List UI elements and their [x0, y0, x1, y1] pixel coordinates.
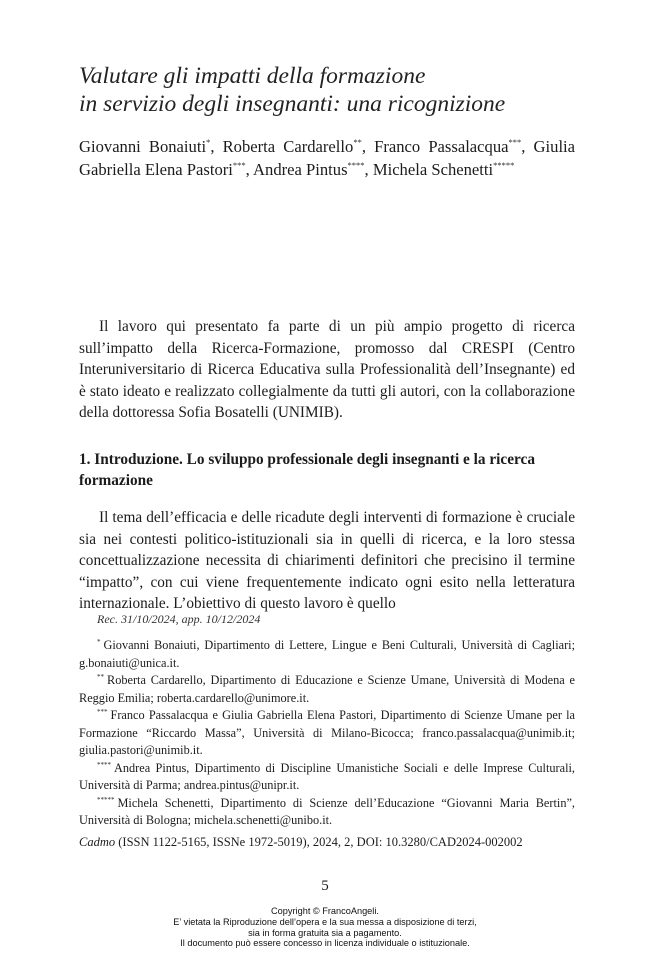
author-footnote-mark[interactable]: *** [232, 160, 246, 170]
journal-citation [79, 834, 575, 851]
footnote [79, 707, 575, 760]
received-dates: Rec. 31/10/2024, app. 10/12/2024 [97, 612, 261, 626]
footnote [79, 760, 575, 795]
author-name: Franco Passalacqua [374, 137, 509, 156]
page-number: 5 [321, 878, 329, 894]
author-footnote-mark[interactable]: *** [508, 137, 522, 147]
citation-details: (ISSN 1122-5165, ISSNe 1972-5019), 2024, 2, DOI: 10.3280/CAD2024-002002 [115, 835, 523, 849]
title-line-1: Valutare gli impatti della formazione [79, 63, 426, 89]
section-body [79, 507, 575, 615]
footnotes [79, 637, 575, 830]
author-list: Giovanni Bonaiuti*, Roberta Cardarello**, Franco Passalacqua***, Giulia Gabriella Elena Pastori***, Andrea Pintus****, Michela Schenetti***** [79, 137, 576, 179]
footnote-text: Giovanni Bonaiuti, Dipartimento di Lettere, Lingue e Beni Culturali, Università di Cagliari; g.bonaiuti@unica.it. [79, 638, 575, 670]
article-title [79, 62, 579, 118]
author-footnote-mark[interactable]: ** [353, 137, 362, 147]
footnote [79, 637, 575, 672]
abstract-paragraph: Il lavoro qui presentato fa parte di un più ampio progetto di ricerca sull’impatto della Ricerca-Formazione, promosso dal CRESPI (Centro Interuniversitario di Ricerca Educativa sulla Professionalità dell’Insegnante) ed è stato ideato e realizzato collegialmente da tutti gli autori, con la collaborazione della dottoressa Sofia Bosatelli (UNIMIB). [79, 318, 575, 421]
body-paragraph: Il tema dell’efficacia e delle ricadute degli interventi di formazione è cruciale sia nei contesti politico-istituzionali sia in quelli di ricerca, e la loro stessa concettualizzazione necessita di chiarimenti definitori che precisino il termine “impatto”, con cui viene frequentemente indicato ogni esito nella letteratura internazionale. L’obiettivo di questo lavoro è quello [79, 509, 575, 612]
footnote-mark: **** [97, 760, 111, 769]
footnote-text: Franco Passalacqua e Giulia Gabriella Elena Pastori, Dipartimento di Scienze Umane per la Formazione “Riccardo Massa”, Università di Milano-Bicocca; franco.passalacqua@unimib.it; giulia.pastori@unimib.it. [79, 708, 575, 757]
abstract [79, 316, 575, 424]
title-line-2: in servizio degli insegnanti: una ricognizione [79, 91, 506, 117]
footnote-mark: *** [97, 708, 108, 716]
footnote-mark: ** [97, 673, 104, 681]
author-name: Andrea Pintus [253, 160, 348, 179]
author-footnote-mark[interactable]: **** [347, 160, 365, 170]
author-name: Michela Schenetti [372, 160, 494, 179]
copyright-line: Il documento può essere concesso in licenza individuale o istituzionale. [180, 938, 470, 949]
author-name: Giovanni Bonaiuti [79, 137, 207, 156]
footnote-text: Andrea Pintus, Dipartimento di Discipline Umanistiche Sociali e delle Imprese Culturali, Università di Parma; andrea.pintus@unipr.it. [79, 760, 575, 792]
author-footnote-mark[interactable]: ***** [493, 160, 515, 170]
author-name: Roberta Cardarello [222, 137, 354, 156]
copyright-notice [0, 906, 650, 949]
author-name: Giulia Gabriella Elena Pastori [79, 137, 576, 179]
author-footnote-mark[interactable]: * [206, 137, 211, 147]
footnote-mark: * [97, 638, 101, 646]
copyright-line: sia in forma gratuita sia a pagamento. [248, 927, 402, 938]
footnote-text: Roberta Cardarello, Dipartimento di Educazione e Scienze Umane, Università di Modena e Reggio Emilia; roberta.cardarello@unimore.it. [79, 673, 575, 705]
footnote [79, 672, 575, 707]
journal-name: Cadmo [79, 835, 116, 849]
footnote-text: Michela Schenetti, Dipartimento di Scienze dell’Educazione “Giovanni Maria Bertin”, Università di Bologna; michela.schenetti@unibo.it. [79, 795, 575, 827]
footnote-mark: ***** [97, 795, 115, 804]
footnote [79, 795, 575, 830]
section-heading: 1. Introduzione. Lo sviluppo professionale degli insegnanti e la ricerca formazione [79, 451, 535, 489]
copyright-line: Copyright © FrancoAngeli. [271, 906, 379, 916]
copyright-line: E’ vietata la Riproduzione dell’opera e la sua messa a disposizione di terzi, [173, 916, 477, 927]
